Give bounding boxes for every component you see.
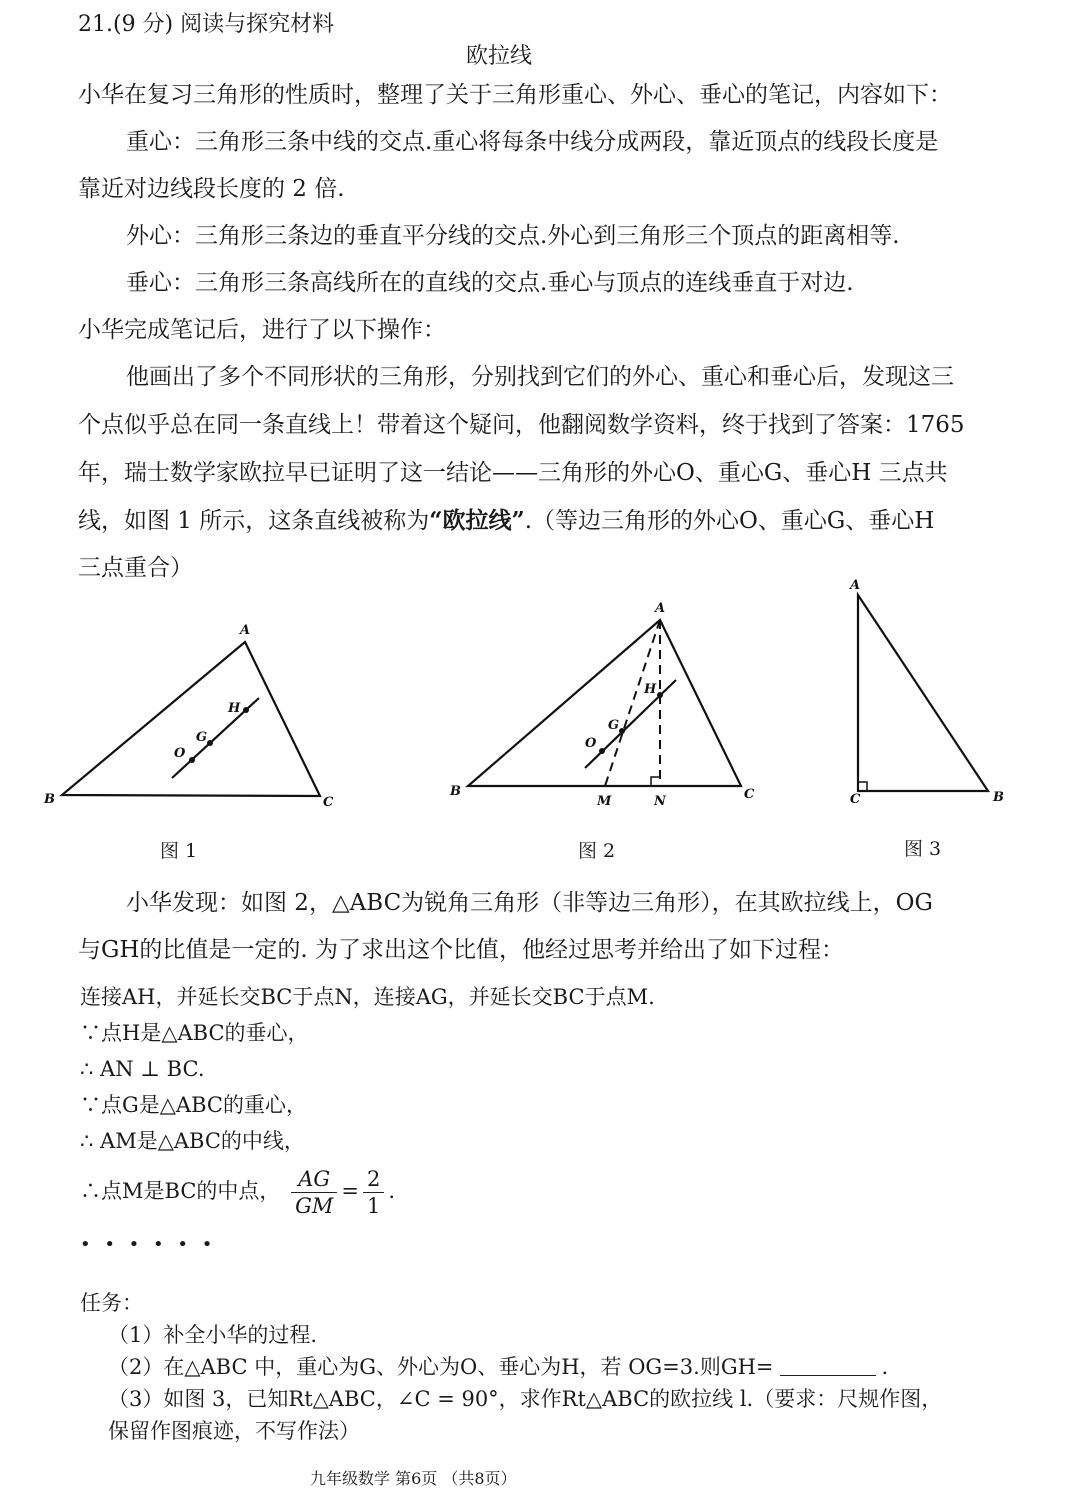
figure-2	[440, 595, 780, 815]
fig1-point-G	[207, 740, 213, 746]
fraction-ag-gm-numerator: AG	[291, 1166, 337, 1193]
tasks-label: 任务：	[80, 1291, 143, 1315]
story-line-3: 年，瑞士数学家欧拉早已证明了这一结论——三角形的外心O、重心G、垂心H 三点共	[78, 460, 948, 486]
fig1-point-O	[189, 757, 195, 763]
proof-line-6	[80, 1163, 395, 1219]
circumcenter-note: 外心：三角形三条边的垂直平分线的交点.外心到三角形三个顶点的距离相等.	[126, 223, 900, 249]
fig1-label-C: C	[323, 795, 334, 810]
fig2-label-M: M	[597, 794, 612, 809]
proof-line-2: ∵点H是△ABC的垂心，	[80, 1021, 309, 1045]
fig2-label-G: G	[608, 718, 620, 733]
ellipsis-dots: • • • • • •	[80, 1234, 217, 1255]
story-line-4a: 线，如图 1 所示，这条直线被称为	[78, 508, 430, 534]
fig1-point-H	[243, 707, 249, 713]
answer-blank[interactable]	[780, 1355, 876, 1376]
fig3-label-A: A	[850, 578, 861, 593]
story-line-4c: .（等边三角形的外心O、重心G、垂心H	[524, 508, 935, 534]
task-1: （1）补全小华的过程.	[108, 1323, 318, 1347]
proof-line-3: ∴ AN ⊥ BC.	[80, 1057, 205, 1081]
fig3-label-C: C	[850, 792, 861, 807]
page-footer: 九年级数学 第6页 （共8页）	[310, 1469, 517, 1488]
fraction-ag-gm-denominator: GM	[295, 1194, 334, 1218]
fraction-2-1-denominator: 1	[366, 1194, 381, 1218]
proof-line-1: 连接AH，并延长交BC于点N，连接AG，并延长交BC于点M.	[80, 985, 655, 1009]
fraction-2-1	[363, 1166, 384, 1219]
fig2-right-angle-mark	[651, 777, 660, 786]
fig1-label-G: G	[196, 730, 208, 745]
story-line-1: 他画出了多个不同形状的三角形，分别找到它们的外心、重心和垂心后，发现这三	[126, 364, 954, 390]
fig2-point-O	[599, 748, 605, 754]
task-2-end: .	[881, 1355, 889, 1379]
fraction-ag-gm	[291, 1166, 337, 1219]
fig3-right-angle-mark	[858, 782, 867, 791]
intro-text: 小华在复习三角形的性质时，整理了关于三角形重心、外心、垂心的笔记，内容如下：	[78, 82, 952, 108]
task-2-text: （2）在△ABC 中，重心为G、外心为O、垂心为H，若 OG=3.则GH=	[108, 1355, 774, 1379]
fig3-caption: 图 3	[904, 838, 942, 860]
discovery-line-2: 与GH的比值是一定的. 为了求出这个比值，他经过思考并给出了如下过程：	[78, 937, 845, 963]
story-line-5: 三点重合）	[78, 555, 193, 581]
fraction-2-1-numerator: 2	[363, 1166, 384, 1193]
proof-line-6-text: ∴点M是BC的中点，	[80, 1179, 281, 1203]
fig1-label-O: O	[174, 746, 186, 761]
euler-line-term: “欧拉线”	[429, 507, 525, 534]
fig2-triangle	[468, 620, 741, 786]
fig2-label-C: C	[744, 787, 755, 802]
section-title: 欧拉线	[466, 44, 533, 69]
after-notes-text: 小华完成笔记后，进行了以下操作：	[78, 317, 446, 343]
fig1-label-B: B	[44, 792, 55, 807]
task-3-line-2: 保留作图痕迹，不写作法）	[108, 1419, 360, 1443]
fig1-caption: 图 1	[160, 840, 198, 862]
task-3-line-1: （3）如图 3，已知Rt△ABC，∠C = 90°，求作Rt△ABC的欧拉线 l.（要求：尺规作图，	[108, 1387, 943, 1411]
fig1-triangle	[62, 642, 320, 796]
orthocenter-note: 垂心：三角形三条高线所在的直线的交点.垂心与顶点的连线垂直于对边.	[126, 270, 854, 296]
fig2-label-O: O	[585, 736, 597, 751]
fig2-caption: 图 2	[578, 840, 616, 862]
proof-line-5: ∴ AM是△ABC的中线，	[80, 1129, 305, 1153]
figure-3	[840, 575, 1020, 815]
question-number: 21.(9 分) 阅读与探究材料	[78, 12, 335, 37]
fig2-label-N: N	[654, 794, 666, 809]
fig2-point-H	[657, 692, 663, 698]
equals-sign: =	[341, 1179, 359, 1203]
fig1-label-H: H	[228, 701, 241, 716]
fig2-point-G	[619, 728, 625, 734]
fig3-label-B: B	[993, 790, 1004, 805]
discovery-line-1: 小华发现：如图 2，△ABC为锐角三角形（非等边三角形），在其欧拉线上，OG	[126, 890, 933, 916]
fig2-label-H: H	[644, 682, 657, 697]
fig3-triangle	[858, 595, 988, 791]
proof-end-period: .	[388, 1179, 396, 1203]
proof-line-4: ∵点G是△ABC的重心，	[80, 1093, 307, 1117]
story-line-2: 个点似乎总在同一条直线上！带着这个疑问，他翻阅数学资料，终于找到了答案：1765	[78, 412, 965, 438]
fig2-label-B: B	[450, 784, 461, 799]
story-line-4	[78, 506, 934, 536]
fig1-label-A: A	[240, 623, 251, 638]
centroid-note-2: 靠近对边线段长度的 2 倍.	[78, 176, 345, 202]
fig2-label-A: A	[655, 601, 666, 616]
task-2	[108, 1352, 888, 1382]
figure-1	[30, 615, 350, 815]
centroid-note-1: 重心：三角形三条中线的交点.重心将每条中线分成两段，靠近顶点的线段长度是	[126, 129, 939, 155]
